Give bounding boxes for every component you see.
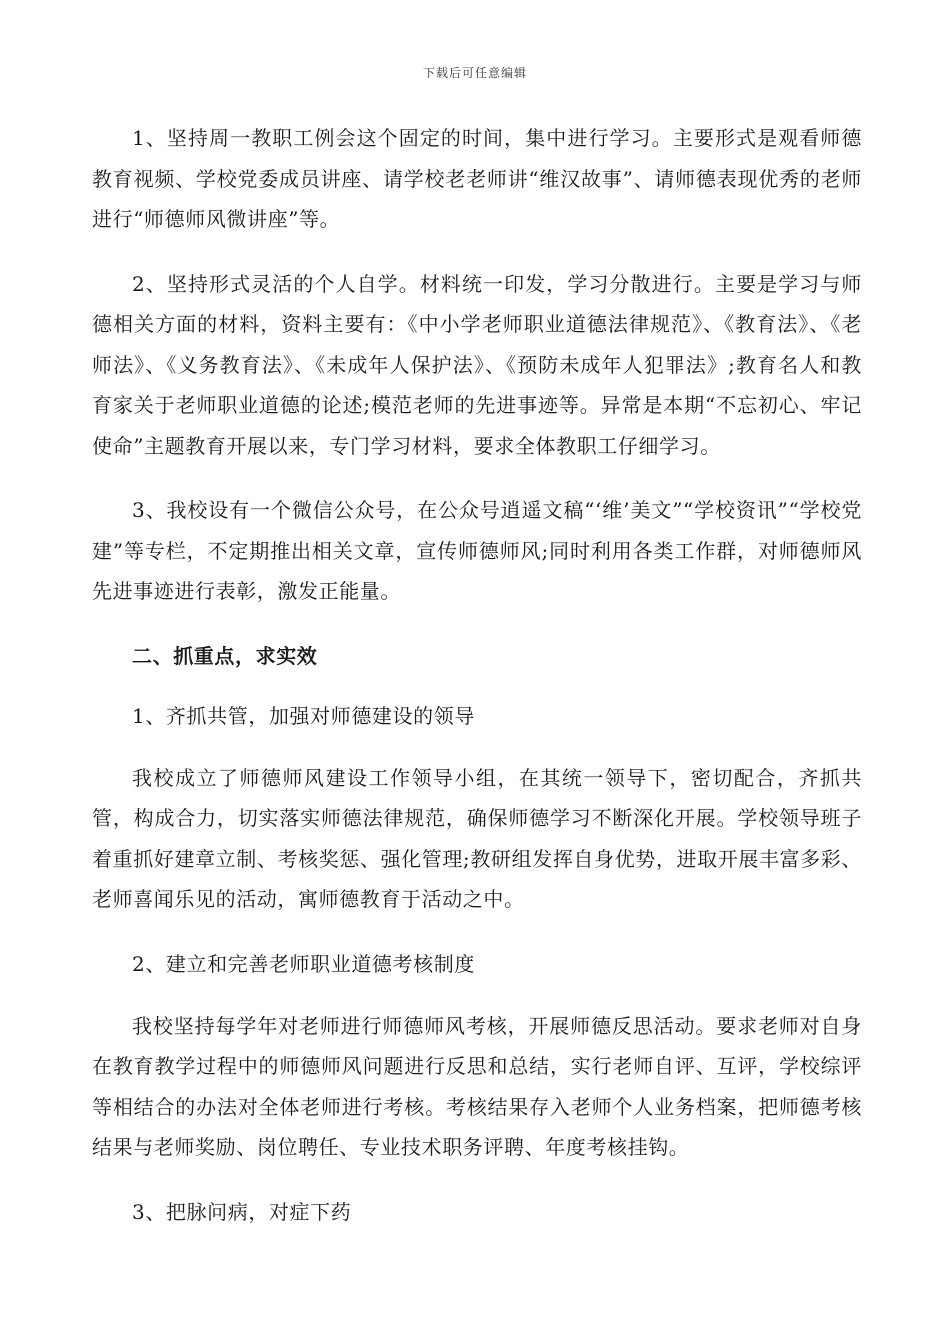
paragraph-3: 3、我校设有一个微信公众号，在公众号逍遥文稿“‘维’美文”“学校资讯”“学校党建”等专栏，不定期推出相关文章，宣传师德师风;同时利用各类工作群，对师德师风先进事迹进行表彰，激发正能量。 (92, 498, 862, 603)
paragraph-1: 1、坚持周一教职工例会这个固定的时间，集中进行学习。主要形式是观看师德教育视频、学校党委成员讲座、请学校老老师讲“维汉故事”、请师德表现优秀的老师进行“师德师风微讲座”等。 (92, 126, 862, 231)
subheading-3: 3、把脉问病，对症下药 (132, 1199, 352, 1224)
page-header-watermark: 下载后可任意编辑 (422, 66, 527, 80)
subheading-1: 1、齐抓共管，加强对师德建设的领导 (132, 703, 475, 728)
paragraph-4: 我校成立了师德师风建设工作领导小组，在其统一领导下，密切配合，齐抓共管，构成合力，切实落实师德法律规范，确保师德学习不断深化开展。学校领导班子着重抓好建章立制、考核奖惩、强化管理;教研组发挥自身优势，进取开展丰富多彩、老师喜闻乐见的活动，寓师德教育于活动之中。 (92, 765, 862, 911)
subheading-2: 2、建立和完善老师职业道德考核制度 (132, 951, 475, 976)
document-body (92, 118, 862, 1254)
paragraph-2: 2、坚持形式灵活的个人自学。材料统一印发，学习分散进行。主要是学习与师德相关方面的材料，资料主要有：《中小学老师职业道德法律规范》、《教育法》、《老师法》、《义务教育法》、《未成年人保护法》、《预防未成年人犯罪法》;教育名人和教育家关于老师职业道德的论述;模范老师的先进事迹等。异常是本期“不忘初心、牢记使命”主题教育开展以来，专门学习材料，要求全体教职工仔细学习。 (92, 271, 862, 458)
paragraph-5: 我校坚持每学年对老师进行师德师风考核，开展师德反思活动。要求老师对自身在教育教学过程中的师德师风问题进行反思和总结，实行老师自评、互评，学校综评等相结合的办法对全体老师进行考核。考核结果存入老师个人业务档案，把师德考核结果与老师奖励、岗位聘任、专业技术职务评聘、年度考核挂钩。 (92, 1013, 862, 1159)
section-heading: 二、抓重点，求实效 (132, 643, 318, 668)
